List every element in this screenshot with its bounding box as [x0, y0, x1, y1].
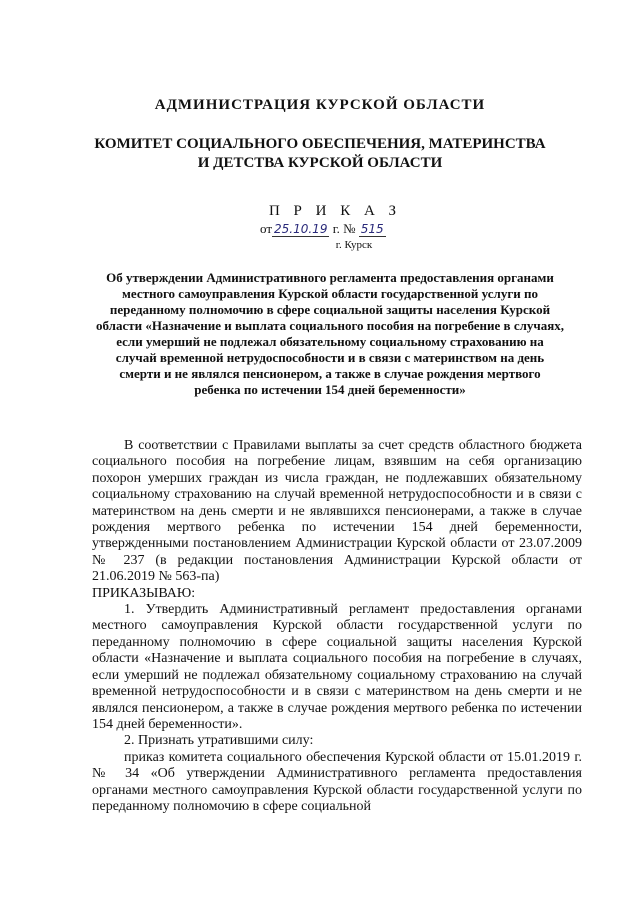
committee-title [0, 135, 640, 173]
year-suffix: г. [332, 221, 340, 236]
order-subject: Об утверждении Административного регламента предоставления органами местного самоуправления Курской области государственной услуги по переданному полномочию в сфере социальной защиты населения Курской области «Назначение и выплата социального пособия на погребение в случаях, если умерший не подлежал обязательному социальному страхованию на случай временной нетрудоспособности и в связи с материнством на день смерти и не являлся пенсионером, а также в случае рождения мертвого ребенка по истечении 154 дней беременности» [96, 270, 564, 397]
body-paragraph-1: В соответствии с Правилами выплаты за счет средств областного бюджета социального пособия на погребение лицам, взявшим на себя организацию похорон умерших граждан из числа граждан, не подлежавших обязательному социальному страхованию на случай временной нетрудоспособности и в связи с материнством на день смерти и не являвшихся пенсионерами, а также в случае рождения мертвого ребенка по истечении 154 дней беременности, утвержденными постановлением Администрации Курской области от 23.07.2009 № 237 (в редакции постановления Администрации Курской области от 21.06.2019 № 563-па) [92, 438, 582, 585]
order-body [92, 438, 582, 815]
body-paragraph-2: 1. Утвердить Административный регламент предоставления органами местного самоуправления Курской области государственной услуги по переданному полномочию в сфере социальной защиты населения Курской области «Назначение и выплата социального пособия на погребение в случаях, если умерший не подлежал обязательному социальному страхованию на случай временной нетрудоспособности и в связи с материнством на день смерти и не являлся пенсионером, а также в случае рождения мертвого ребенка по истечении 154 дней беременности». [92, 602, 582, 732]
handwritten-number: 515 [360, 222, 384, 236]
order-directive: ПРИКАЗЫВАЮ: [92, 585, 196, 601]
committee-title-line-1: КОМИТЕТ СОЦИАЛЬНОГО ОБЕСПЕЧЕНИЯ, МАТЕРИНСТВА [94, 136, 546, 152]
order-date-line [260, 221, 386, 237]
committee-title-line-2: И ДЕТСТВА КУРСКОЙ ОБЛАСТИ [197, 155, 443, 171]
handwritten-date: 25.10.19 [274, 222, 328, 236]
administration-title: АДМИНИСТРАЦИЯ КУРСКОЙ ОБЛАСТИ [154, 97, 486, 113]
body-paragraph-4: приказ комитета социального обеспечения Курской области от 15.01.2019 г. № 34 «Об утверждении Административного регламента предоставления органами местного самоуправления Курской области государственной услуги по переданному полномочию в сфере социальной [92, 749, 582, 814]
body-paragraph-3: 2. Признать утратившими силу: [124, 733, 314, 749]
date-prefix: от [260, 221, 273, 236]
number-prefix: № [343, 221, 356, 236]
order-title: П Р И К А З [268, 203, 402, 219]
city-label: г. Курск [335, 239, 373, 251]
